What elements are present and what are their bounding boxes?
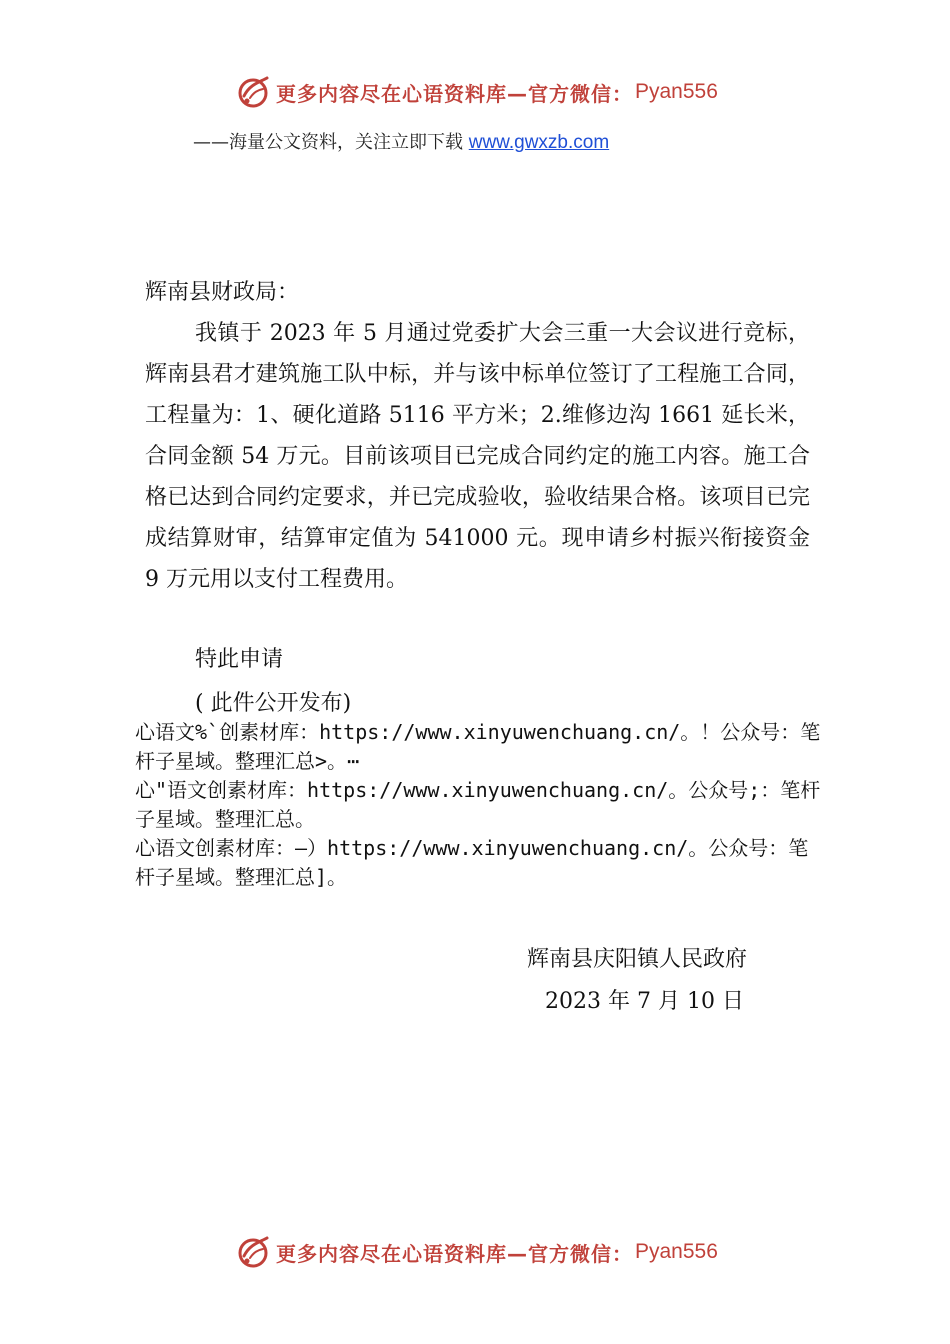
ad-text-block (135, 718, 825, 892)
red-swirl-logo-icon (236, 1234, 272, 1270)
publish-note: ( 此件公开发布) (195, 691, 352, 716)
red-swirl-logo-icon (236, 74, 272, 110)
ad-line: 心语文创素材库：—）https://www.xinyuwenchuang.cn/。公众号：笔杆子星域。整理汇总]。 (135, 836, 809, 889)
wechat-handle: Pyan556 (635, 80, 718, 103)
subline-text: ——海量公文资料，关注立即下载 (193, 132, 469, 153)
banner-text: 更多内容尽在心语资料库—官方微信： (276, 81, 633, 106)
banner-text: 更多内容尽在心语资料库—官方微信： (276, 1241, 633, 1266)
download-link[interactable]: www.gwxzb.com (468, 132, 610, 153)
footer-banner (236, 1234, 718, 1270)
ad-line: 心语文%`创素材库：https://www.xinyuwenchuang.cn/。！公众号：笔杆子星域。整理汇总>。⋯ (135, 720, 821, 773)
letter-closing: 特此申请 (195, 647, 284, 672)
download-subline (193, 128, 609, 154)
header-banner (236, 74, 718, 110)
letter-body: 我镇于 2023 年 5 月通过党委扩大会三重一大会议进行竞标，辉南县君才建筑施工队中标，并与该中标单位签订了工程施工合同，工程量为：1、硬化道路 5116 平方米；2.维修边沟 1661 延长米，合同金额 54 万元。目前该项目已完成合同约定的施工内容。施工合格已达到合同约定要求，并已完成验收，验收结果合格。该项目已完成结算财审，结算审定值为 541000 元。现申请乡村振兴衔接资金 9 万元用以支付工程费用。 (145, 321, 810, 592)
wechat-handle: Pyan556 (635, 1240, 718, 1263)
letter-date: 2023 年 7 月 10 日 (545, 989, 744, 1014)
ad-line: 心"语文创素材库：https://www.xinyuwenchuang.cn/。公众号;：笔杆子星域。整理汇总。 (135, 778, 821, 831)
letter-signature: 辉南县庆阳镇人民政府 (527, 947, 748, 972)
letter-salutation: 辉南县财政局： (145, 280, 300, 305)
